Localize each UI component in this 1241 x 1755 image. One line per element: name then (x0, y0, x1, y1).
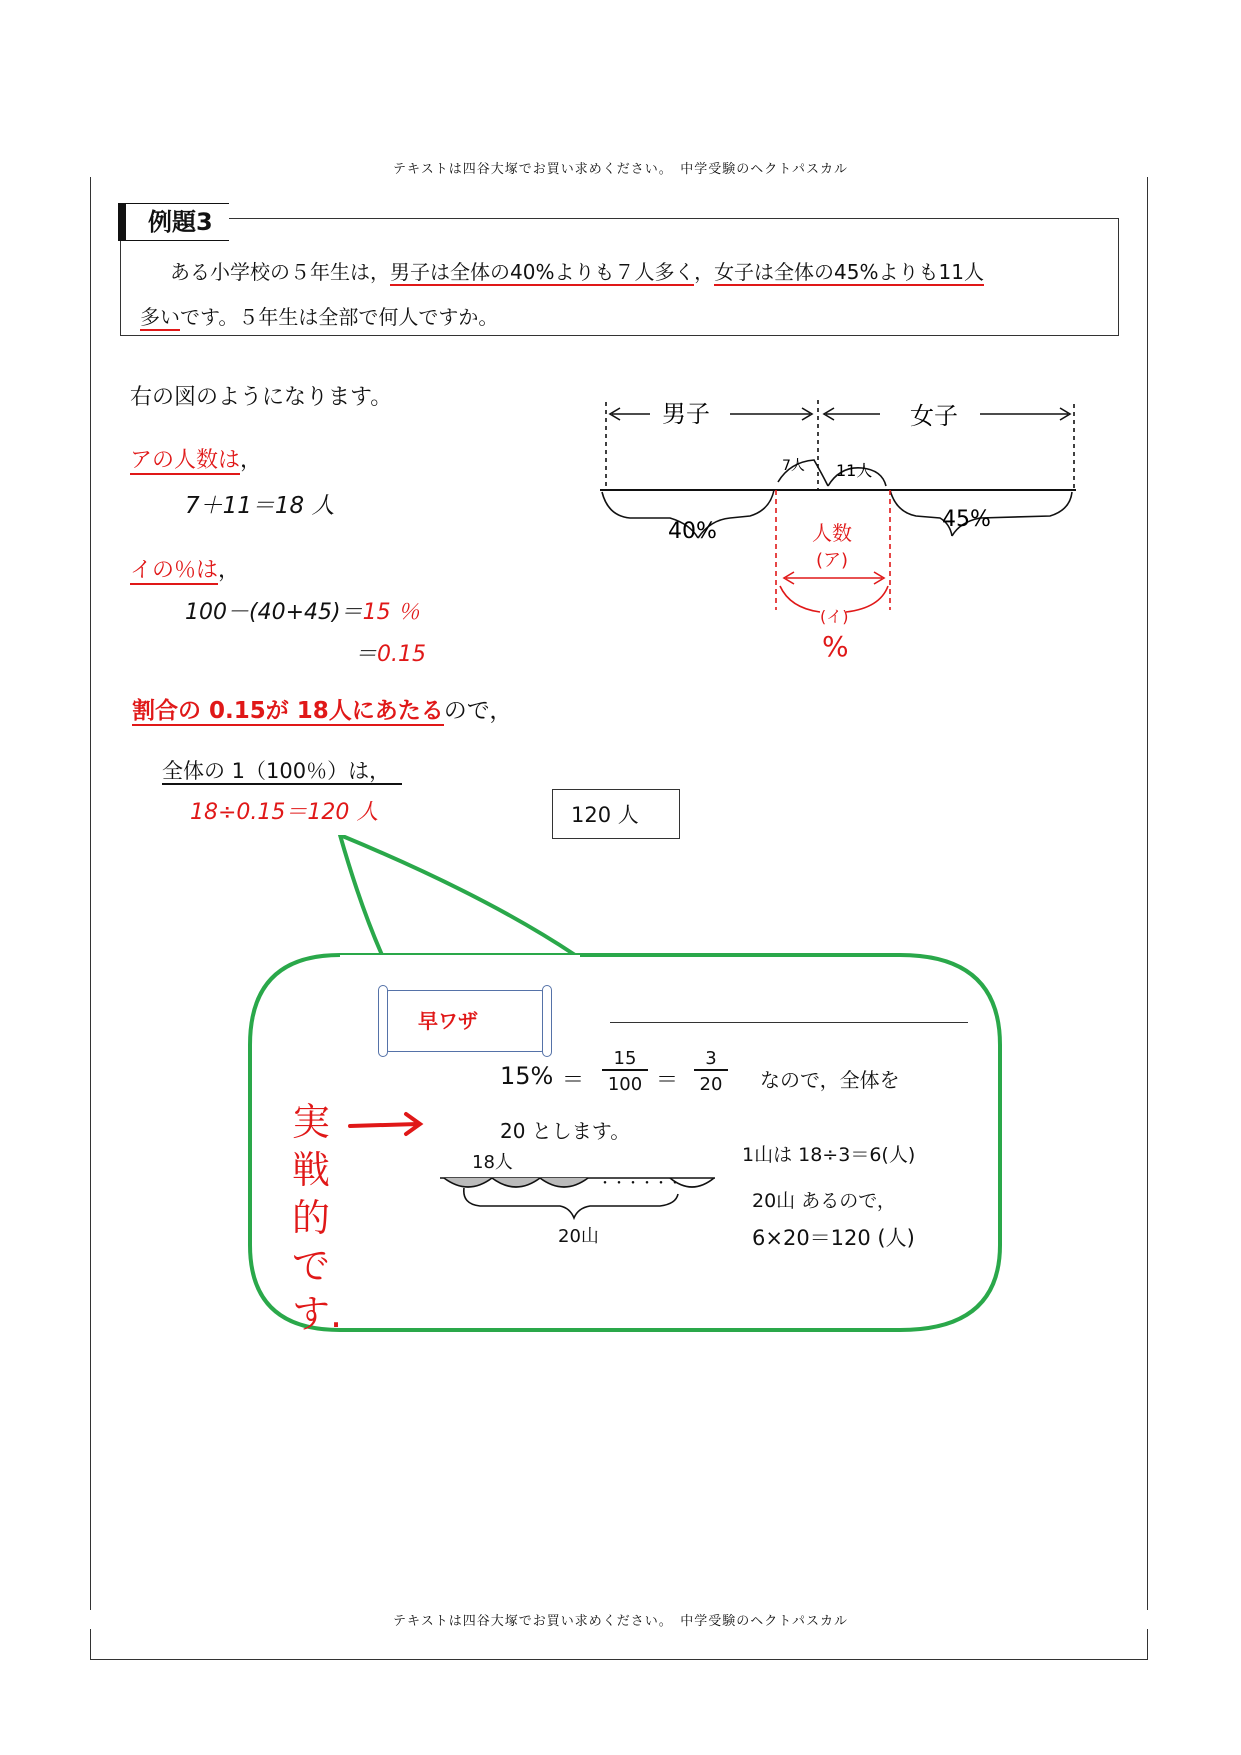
answer-box: 120 人 (552, 789, 680, 839)
boys-label: 男子 (662, 400, 710, 428)
trick-calc2: 20山 あるので， (752, 1190, 896, 1212)
problem-statement: ある小学校の５年生は，男子は全体の40%よりも７人多く，女子は全体の45%よりも11人 多いです。５年生は全部で何人ですか。 (140, 260, 984, 329)
whole-calculation: 18÷0.15＝120 人 (190, 800, 379, 825)
solution-intro: 右の図のようになります。 (130, 385, 393, 410)
arrow-icon (348, 1110, 428, 1140)
practical-note: 実 戦 的 で す. (292, 1100, 343, 1336)
footer-note: テキストは四谷大塚でお買い求めください。 中学受験のヘクトパスカル (0, 1610, 1241, 1629)
trick-line1-suffix: なので，全体を (760, 1068, 900, 1092)
percent-mark: % (822, 630, 849, 663)
girls-label: 女子 (910, 402, 958, 430)
eleven-label: 11人 (836, 461, 873, 480)
frac1-den: 100 (607, 1074, 643, 1095)
b-calculation-2: ＝0.15 (355, 642, 426, 667)
example-badge: 例題3 (118, 203, 229, 241)
trick-title: 早ワザ (385, 990, 545, 1052)
b-calculation-1: 100－(40+45)＝15 ％ (185, 600, 420, 625)
a-heading: アの人数は， (130, 448, 263, 473)
ratio-statement: 割合の 0.15が 18人にあたるので， (132, 698, 513, 724)
people-count-label: 人数 (812, 521, 852, 545)
eighteen-label: 18人 (472, 1152, 513, 1173)
whole-label: 全体の 1（100％）は， (162, 755, 402, 785)
pct-girls: 45% (942, 507, 991, 532)
trick-rule (610, 1022, 968, 1023)
dots: ・・・・・・ (598, 1176, 682, 1192)
frac2-den: 20 (699, 1074, 723, 1095)
trick-calc1: 1山は 18÷3＝6(人) (742, 1144, 916, 1166)
frac2-num: 3 (694, 1048, 728, 1071)
i-mark: (イ) (820, 607, 849, 626)
b-heading: イの％は， (130, 558, 241, 583)
a-calculation: 7＋11＝18 人 (185, 493, 335, 519)
frac1-num: 15 (602, 1048, 648, 1071)
mountains-sketch (440, 1148, 730, 1248)
trick-line2: 20 とします。 (500, 1119, 631, 1143)
pct-boys: 40% (668, 519, 717, 544)
seven-label: 7人 (782, 458, 805, 474)
frac-lhs: 15% (500, 1062, 554, 1090)
a-mark: (ア) (816, 550, 849, 571)
trick-calc3: 6×20＝120 (人) (752, 1226, 915, 1250)
header-note: テキストは四谷大塚でお買い求めください。 中学受験のヘクトパスカル (0, 158, 1241, 177)
tape-diagram (590, 390, 1100, 670)
twenty-yama-label: 20山 (558, 1226, 599, 1247)
